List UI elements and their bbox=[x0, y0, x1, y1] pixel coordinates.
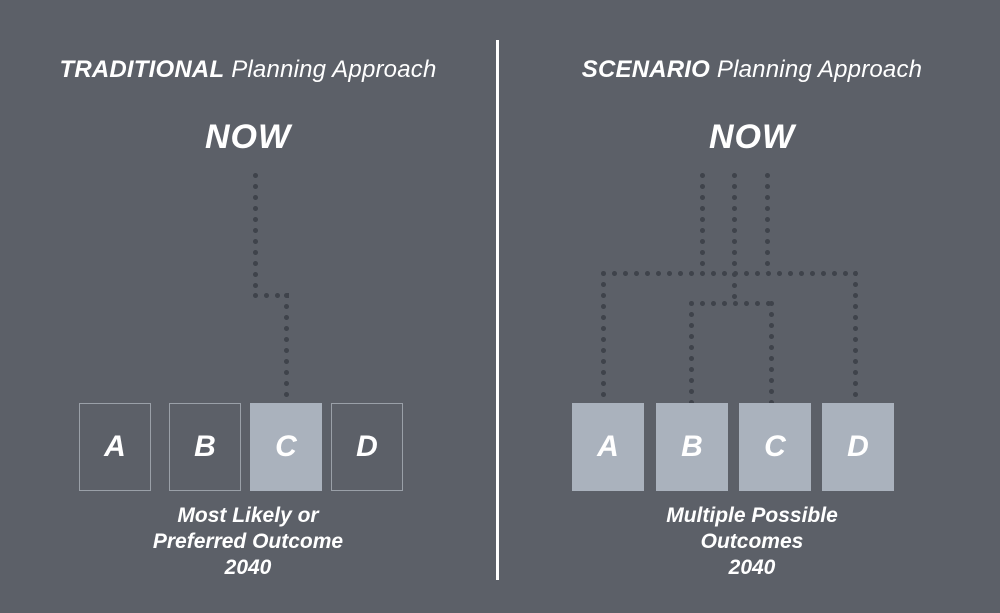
scenario-stem-right bbox=[765, 173, 770, 273]
panel-divider bbox=[496, 40, 499, 580]
scenario-branch-bar-lower bbox=[689, 301, 772, 306]
scenario-stem-center bbox=[732, 173, 737, 303]
scenario-now-label: NOW bbox=[708, 118, 796, 156]
scenario-caption-line2: Outcomes bbox=[700, 530, 804, 553]
scenario-outcome-box-a bbox=[572, 403, 644, 491]
traditional-outcome-box-d bbox=[331, 403, 403, 491]
scenario-outcome-label-b: B bbox=[681, 430, 703, 463]
scenario-outcome-label-c: C bbox=[764, 430, 786, 463]
scenario-caption-line1: Multiple Possible bbox=[666, 504, 838, 527]
traditional-caption bbox=[0, 503, 496, 581]
scenario-planning-panel bbox=[504, 0, 1000, 613]
scenario-drop-a bbox=[601, 271, 606, 403]
scenario-title-rest: Planning Approach bbox=[710, 56, 923, 83]
traditional-caption-line1: Most Likely or bbox=[177, 504, 319, 527]
scenario-title-strong: SCENARIO bbox=[581, 56, 711, 83]
traditional-caption-line3: 2040 bbox=[224, 556, 272, 579]
traditional-title-rest: Planning Approach bbox=[224, 56, 437, 83]
traditional-outcome-box-b bbox=[169, 403, 241, 491]
traditional-outcome-label-b: B bbox=[194, 430, 216, 463]
traditional-panel-title bbox=[0, 56, 496, 84]
scenario-outcome-box-b bbox=[656, 403, 728, 491]
traditional-title-strong: TRADITIONAL bbox=[59, 56, 225, 83]
traditional-connector-vertical-bottom bbox=[284, 293, 289, 403]
scenario-outcome-label-d: D bbox=[847, 430, 869, 463]
traditional-outcome-label-c: C bbox=[275, 430, 297, 463]
scenario-outcome-label-a: A bbox=[597, 430, 619, 463]
scenario-drop-b bbox=[689, 301, 694, 403]
scenario-caption-line3: 2040 bbox=[728, 556, 776, 579]
scenario-stem-left bbox=[700, 173, 705, 273]
scenario-outcome-box-d bbox=[822, 403, 894, 491]
scenario-panel-title bbox=[504, 56, 1000, 84]
traditional-outcome-label-d: D bbox=[356, 430, 378, 463]
traditional-planning-panel bbox=[0, 0, 496, 613]
traditional-outcome-box-a bbox=[79, 403, 151, 491]
traditional-caption-line2: Preferred Outcome bbox=[152, 530, 344, 553]
scenario-drop-c bbox=[769, 301, 774, 403]
scenario-branch-bar-upper bbox=[601, 271, 857, 276]
scenario-drop-d bbox=[853, 271, 858, 403]
traditional-outcome-box-c bbox=[250, 403, 322, 491]
traditional-connector-vertical-top bbox=[253, 173, 258, 295]
scenario-outcome-box-c bbox=[739, 403, 811, 491]
traditional-outcome-label-a: A bbox=[104, 430, 126, 463]
traditional-now-label: NOW bbox=[204, 118, 292, 156]
scenario-caption bbox=[504, 503, 1000, 581]
